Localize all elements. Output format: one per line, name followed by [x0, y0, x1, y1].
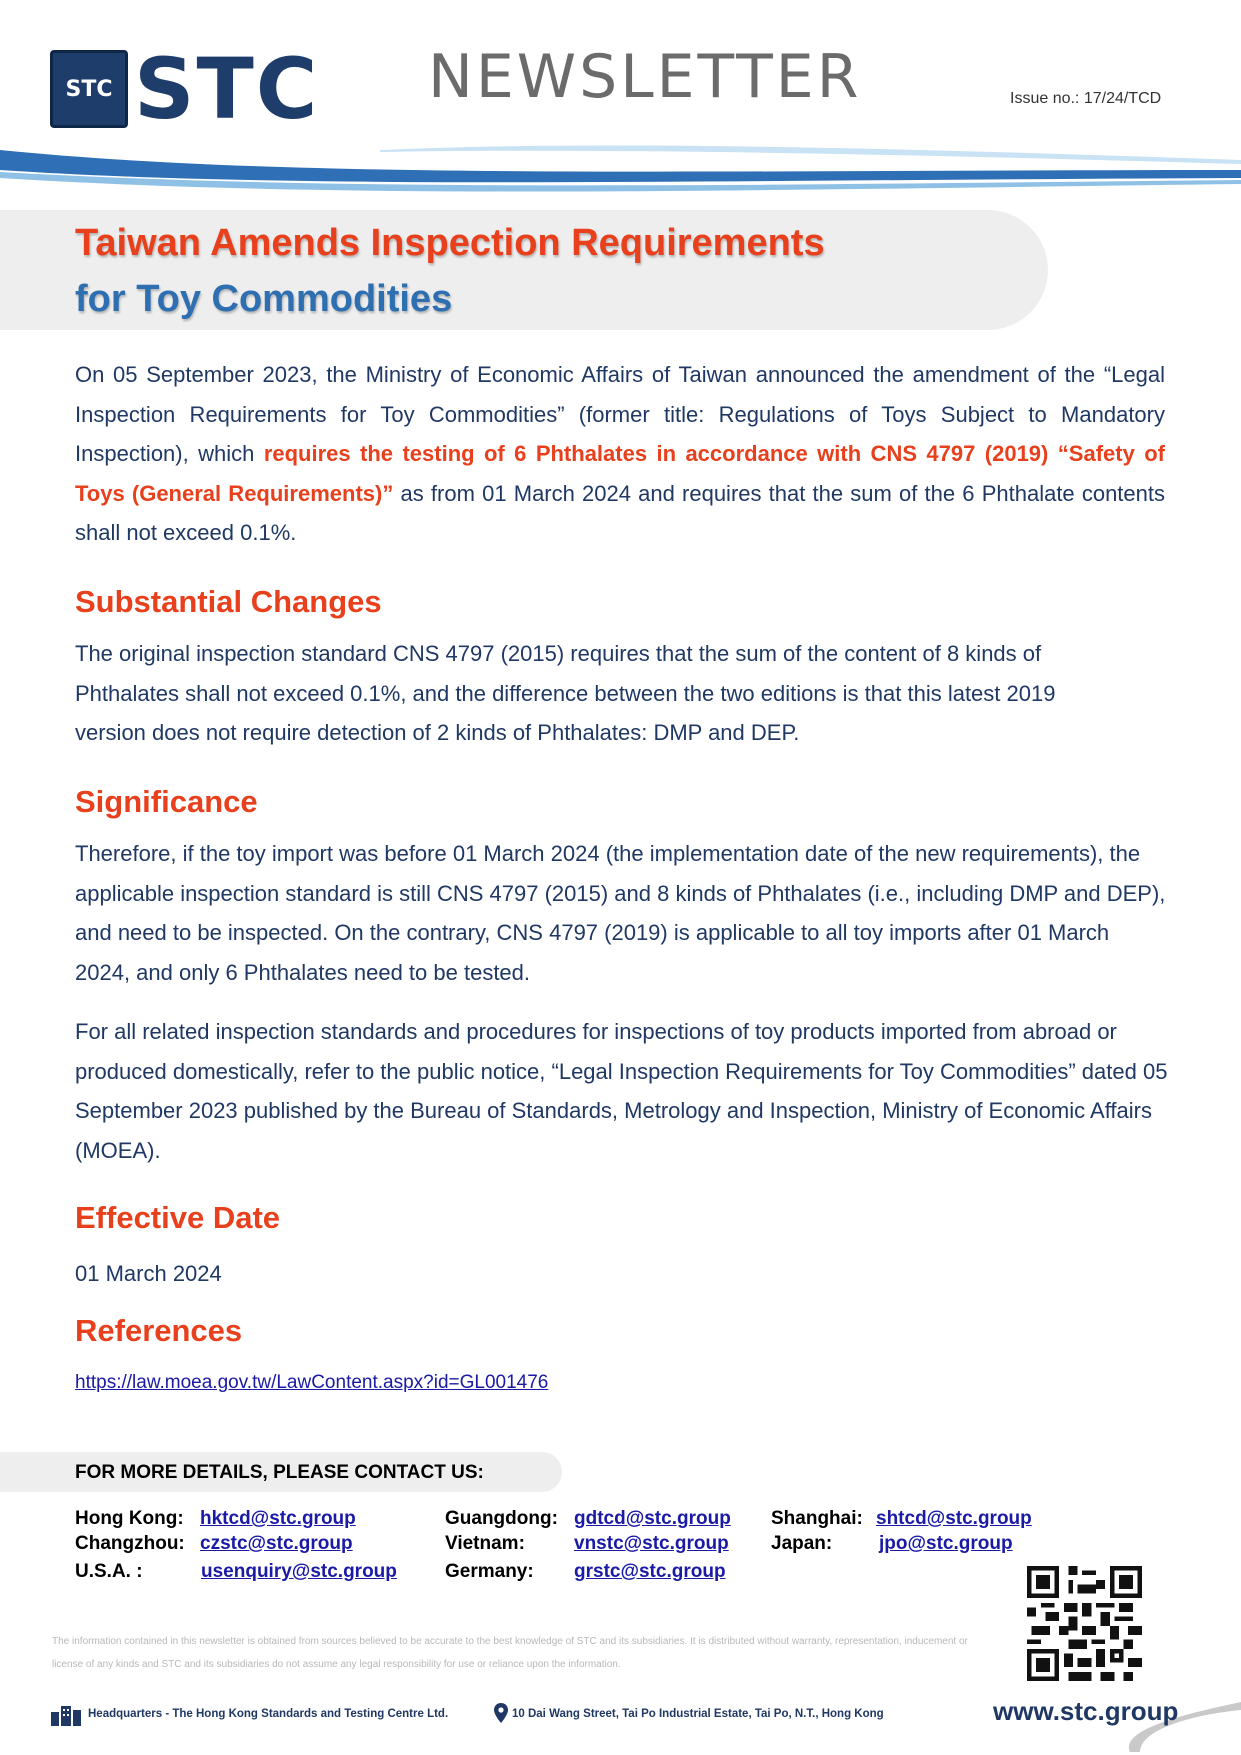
qr-code-icon — [1027, 1566, 1142, 1681]
footer-website-link[interactable]: www.stc.group — [993, 1696, 1179, 1726]
effective-date-value: 01 March 2024 — [75, 1261, 222, 1286]
contact-label-guangdong: Guangdong: — [445, 1508, 558, 1529]
significance-text-1: Therefore, if the toy import was before 01 March 2024 (the implementation date of the new requirements), the applicable inspection standard is still CNS 4797 (2015) and 8 kinds of Phthalates (i.e., including DMP and DEP), and need to be inspected. On the contrary, CNS 4797 (2019) is applicable to all toy imports after 01 March 2024, and only 6 Phthalates need to be tested. — [75, 841, 1166, 985]
contact-label-japan: Japan: — [771, 1533, 833, 1554]
intro-paragraph — [75, 355, 1165, 553]
contact-email-vietnam[interactable]: vnstc@stc.group — [574, 1533, 729, 1554]
contact-email-usa[interactable]: usenquiry@stc.group — [201, 1561, 397, 1582]
contact-email-hong-kong[interactable]: hktcd@stc.group — [200, 1508, 356, 1529]
newsletter-title: NEWSLETTER — [428, 42, 862, 112]
intro-text-1: On 05 September 2023, the Ministry of Economic Affairs of Taiwan announced the amendment of the “Legal Inspection Requirements for Toy Commodities” (former title: Regulations of Toys Subject to Mandatory Inspection), which — [75, 362, 1165, 466]
contact-email-japan[interactable]: jpo@stc.group — [879, 1533, 1013, 1554]
stc-logo — [50, 40, 320, 138]
references-heading: References — [75, 1313, 243, 1348]
location-pin-icon — [494, 1703, 508, 1723]
contact-email-guangdong[interactable]: gdtcd@stc.group — [574, 1508, 731, 1529]
significance-heading: Significance — [75, 784, 258, 819]
footer-headquarters: Headquarters - The Hong Kong Standards and Testing Centre Ltd. — [88, 1708, 449, 1720]
reference-link[interactable]: https://law.moea.gov.tw/LawContent.aspx?id=GL001476 — [75, 1372, 549, 1393]
contact-label-vietnam: Vietnam: — [445, 1533, 525, 1554]
contact-label-usa: U.S.A. : — [75, 1561, 143, 1582]
contact-label-shanghai: Shanghai: — [771, 1508, 863, 1529]
stc-logo-text: STC — [134, 40, 320, 138]
contact-label-germany: Germany: — [445, 1561, 534, 1582]
stc-logo-mark: STC — [50, 50, 128, 128]
significance-text-2: For all related inspection standards and procedures for inspections of toy products imported from abroad or produced domestically, refer to the public notice, “Legal Inspection Requirements for Toy Commodities” dated 05 September 2023 published by the Bureau of Standards, Metrology and Inspection, Ministry of Economic Affairs (MOEA). — [75, 1019, 1168, 1163]
building-icon — [50, 1704, 82, 1726]
contact-label-changzhou: Changzhou: — [75, 1533, 185, 1554]
contact-email-changzhou[interactable]: czstc@stc.group — [200, 1533, 353, 1554]
issue-number: Issue no.: 17/24/TCD — [1010, 90, 1162, 107]
footer-address: 10 Dai Wang Street, Tai Po Industrial Estate, Tai Po, N.T., Hong Kong — [512, 1708, 884, 1720]
contact-label-hong-kong: Hong Kong: — [75, 1508, 184, 1529]
intro-highlight: requires the testing of 6 Phthalates in accordance with CNS 4797 (2019) “Safety of Toys (General Requirements)” — [75, 441, 1165, 506]
substantial-changes-heading: Substantial Changes — [75, 584, 382, 619]
header-swoosh-decoration — [0, 130, 1241, 210]
intro-text-2: as from 01 March 2024 and requires that the sum of the 6 Phthalate contents shall not exceed 0.1%. — [75, 480, 1166, 545]
contact-heading: FOR MORE DETAILS, PLEASE CONTACT US: — [75, 1462, 484, 1483]
contact-email-shanghai[interactable]: shtcd@stc.group — [876, 1508, 1032, 1529]
substantial-changes-text: The original inspection standard CNS 4797 (2015) requires that the sum of the content of 8 kinds of Phthalates shall not exceed 0.1%, and the difference between the two editions is that this latest 2019 version does not require detection of 2 kinds of Phthalates: DMP and DEP. — [75, 641, 1056, 745]
contact-email-germany[interactable]: grstc@stc.group — [574, 1561, 726, 1582]
effective-date-heading: Effective Date — [75, 1200, 281, 1235]
page-title-line1: Taiwan Amends Inspection Requirements — [75, 222, 825, 264]
page-title-line2: for Toy Commodities — [75, 278, 453, 320]
disclaimer-text: The information contained in this newsletter is obtained from sources believed to be accurate to the best knowledge of STC and its subsidiaries. It is distributed without warranty, representation, inducement or license of any kinds and STC and its subsidiaries do not assume any legal responsibility for use or reliance upon the information. — [52, 1636, 968, 1670]
